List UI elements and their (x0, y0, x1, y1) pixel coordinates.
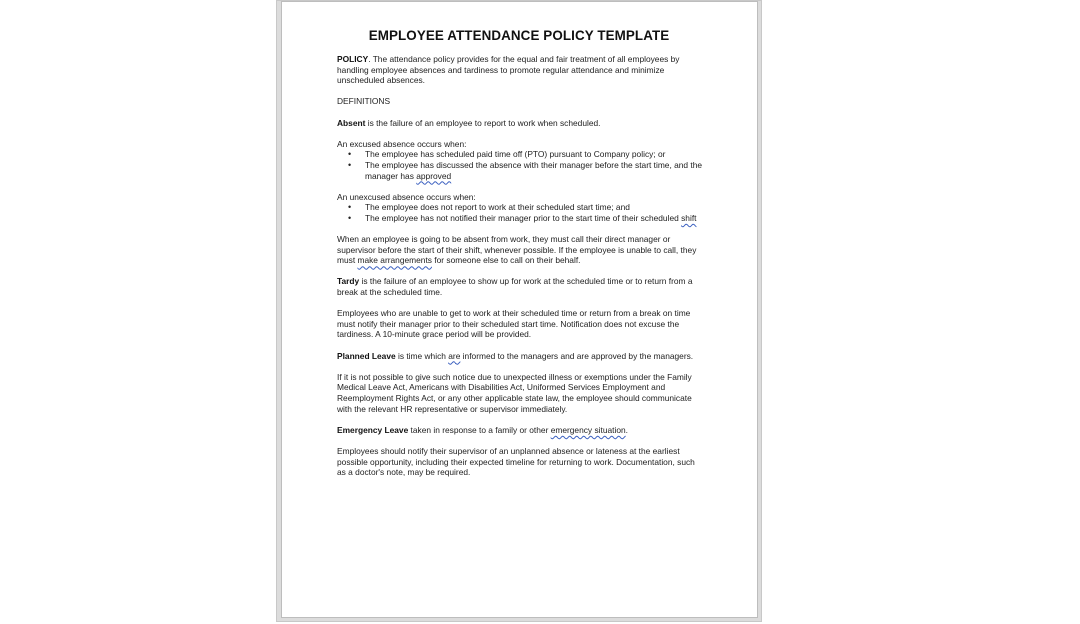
unexcused-list (337, 202, 705, 223)
flagged-word: shift (681, 212, 697, 223)
notice-exception-paragraph: If it is not possible to give such notice due to unexpected illness or exemptions under the Family Medical Leave Act, Americans with Disabilities Act, Uniformed Services Employment and Reemployment Rights Act, or any other applicable state law, the employee should communicate with the relevant HR representative or supervisor immediately. (337, 371, 692, 414)
late-notice-text: Employees who are unable to get to work at their scheduled time or return from a break on time must notify their manager prior to their scheduled start time. Notification does not excuse (337, 308, 691, 329)
emergency-leave-paragraph (337, 425, 705, 436)
planned-leave-term: Planned Leave (337, 350, 396, 361)
list-item (365, 160, 705, 181)
absent-term: Absent (337, 117, 366, 128)
tardy-text: is the failure of an employee to show up for work at the scheduled time or to return from a break at the scheduled time. (337, 276, 693, 298)
absent-text: is the failure of an employee to report to work when scheduled. (365, 117, 601, 128)
unexcused-item-1: The employee does not report to work at their scheduled start time; and (365, 202, 630, 213)
unexcused-item-2: The employee has not notified their manager prior to the start time of their scheduled (365, 212, 682, 223)
call-in-paragraph (337, 234, 705, 266)
policy-label: POLICY (337, 54, 369, 64)
tardy-paragraph (337, 276, 705, 297)
document-content (337, 28, 705, 488)
absent-paragraph (337, 118, 705, 129)
list-item (365, 213, 705, 224)
flagged-word: approved (416, 170, 452, 181)
excused-intro: An excused absence occurs when: (337, 138, 467, 149)
call-in-text: When an employee is going to be absent from work, they must call their direct manager or supervisor before the start of their shift, whenever possible. If the employee is unable to call, they must (337, 234, 697, 266)
unexcused-intro: An unexcused absence occurs when: (337, 191, 476, 202)
excused-item-1: The employee has scheduled paid time off (PTO) pursuant to Company policy; or (365, 149, 666, 160)
excused-list (337, 149, 705, 181)
unplanned-paragraph: Employees should notify their supervisor of an unplanned absence or lateness at the earliest possible opportunity, including their expected timeline for returning to work. Documentation, such as a doctor's note, may be required. (337, 445, 695, 478)
flagged-word: are (448, 350, 461, 361)
planned-leave-paragraph (337, 351, 705, 362)
emergency-leave-text-end: . (625, 424, 628, 435)
late-notice-text-end: . A 10-minute grace period will be provided. (370, 329, 532, 340)
list-item (365, 149, 705, 160)
excused-item-2: The employee has discussed the absence with their manager before the start time, and the manager has (365, 159, 703, 181)
flagged-phrase: emergency situation (550, 424, 626, 435)
flagged-phrase: make arrangements (357, 255, 432, 266)
tardy-term: Tardy (337, 276, 360, 287)
planned-leave-text: is time which (395, 350, 449, 361)
policy-paragraph (337, 54, 705, 86)
planned-leave-text-end: informed to the managers and are approved by the managers. (460, 350, 694, 361)
policy-text: . The attendance policy provides for the equal and fair treatment of all employees by handling employee absences and tardiness to promote regular attendance and minimize unscheduled absences. (337, 54, 680, 86)
document-title: EMPLOYEE ATTENDANCE POLICY TEMPLATE (368, 28, 670, 43)
late-notice-paragraph (337, 308, 705, 340)
emergency-leave-text: taken in response to a family or other (408, 424, 551, 435)
list-item (365, 202, 705, 213)
emergency-leave-term: Emergency Leave (337, 424, 409, 435)
definitions-heading: DEFINITIONS (337, 96, 391, 107)
flagged-phrase: the tardiness (337, 318, 680, 340)
call-in-text-end: for someone else to call on their behalf. (431, 255, 581, 266)
